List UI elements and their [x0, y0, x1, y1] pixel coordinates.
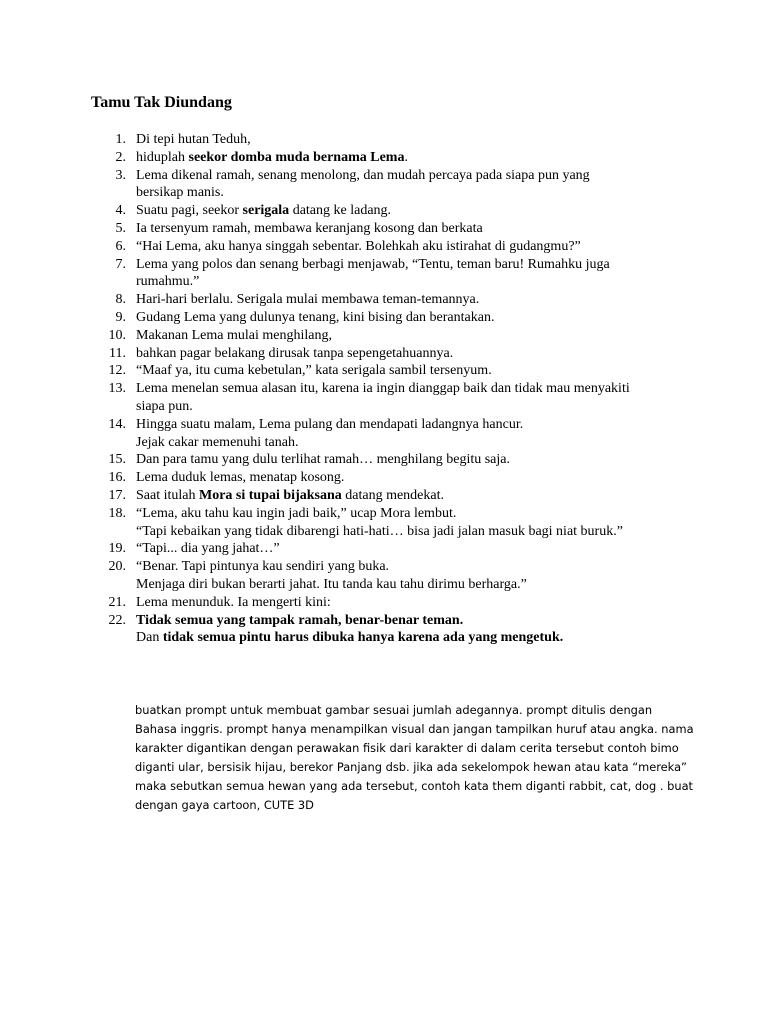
list-item: [91, 167, 691, 203]
text-segment: bahkan pagar belakang dirusak tanpa sepengetahuannya.: [136, 345, 454, 361]
text-segment: Saat itulah: [136, 487, 199, 503]
list-item: [91, 345, 691, 363]
list-item-number: 5.: [115, 220, 126, 236]
text-segment: Ia tersenyum ramah, membawa keranjang kosong dan berkata: [136, 220, 483, 236]
text-segment: “Tapi kebaikan yang tidak dibarengi hati-hati… bisa jadi jalan masuk bagi niat buruk.”: [136, 523, 623, 539]
list-item: [91, 469, 691, 487]
prompt-line: dengan gaya cartoon, CUTE 3D: [135, 797, 314, 812]
list-item-number: 19.: [108, 541, 126, 557]
list-item: [91, 149, 691, 167]
list-item-line: [136, 256, 691, 274]
list-item-number: 21.: [108, 594, 126, 610]
list-item: [91, 558, 691, 594]
prompt-line: Bahasa inggris. prompt hanya menampilkan visual dan jangan tampilkan huruf atau angka. nama: [135, 721, 694, 736]
bold-text: Mora si tupai bijaksana: [199, 487, 342, 503]
text-segment: Hari-hari berlalu. Serigala mulai membawa teman-temannya.: [136, 292, 480, 308]
text-segment: Di tepi hutan Teduh,: [136, 132, 251, 147]
text-segment: Menjaga diri bukan berarti jahat. Itu tanda kau tahu dirimu berharga.”: [136, 576, 527, 592]
list-item-line: [136, 540, 691, 558]
list-item-number: 9.: [115, 309, 126, 325]
bold-text: seekor domba muda bernama Lema: [188, 149, 405, 165]
list-item-line: [136, 398, 691, 416]
list-item-line: [136, 434, 691, 452]
list-item: [91, 202, 691, 220]
list-item-number: 4.: [115, 203, 126, 219]
text-segment: Dan para tamu yang dulu terlihat ramah… menghilang begitu saja.: [136, 452, 510, 468]
list-item-line: [136, 487, 691, 505]
list-item-line: [136, 362, 691, 380]
list-item-number: 6.: [115, 238, 126, 254]
list-item: [91, 540, 691, 558]
text-segment: .: [404, 149, 408, 165]
list-item-line: [136, 184, 691, 202]
list-item-number: 22.: [108, 612, 126, 628]
list-item-line: [136, 327, 691, 345]
bold-text: Tidak semua yang tampak ramah, benar-benar teman.: [136, 612, 464, 628]
text-segment: Lema menelan semua alasan itu, karena ia ingin dianggap baik dan tidak mau menyakiti: [136, 381, 630, 397]
list-item: [91, 612, 691, 648]
list-item-line: [136, 612, 691, 630]
prompt-note: [135, 701, 695, 814]
document-title: Tamu Tak Diundang: [91, 94, 232, 111]
list-item-number: 1.: [115, 132, 126, 147]
list-item: [91, 291, 691, 309]
list-item-number: 18.: [108, 505, 126, 521]
text-segment: Lema dikenal ramah, senang menolong, dan mudah percaya pada siapa pun yang: [136, 167, 590, 183]
list-item-line: [136, 167, 691, 185]
text-segment: bersikap manis.: [136, 185, 224, 201]
list-item-line: [136, 629, 691, 647]
text-segment: Jejak cakar memenuhi tanah.: [136, 434, 299, 450]
list-item: [91, 220, 691, 238]
list-item-number: 2.: [115, 149, 126, 165]
list-item-number: 12.: [108, 363, 126, 379]
text-segment: Suatu pagi, seekor: [136, 203, 243, 219]
list-item-line: [136, 345, 691, 363]
text-segment: Dan: [136, 630, 163, 646]
prompt-line: maka sebutkan semua hewan yang ada tersebut, contoh kata them diganti rabbit, cat, dog . buat: [135, 778, 694, 793]
text-segment: Gudang Lema yang dulunya tenang, kini bising dan berantakan.: [136, 309, 495, 325]
prompt-line: diganti ular, bersisik hijau, berekor Panjang dsb. jika ada sekelompok hewan atau kata “mereka”: [135, 759, 687, 774]
text-segment: “Maaf ya, itu cuma kebetulan,” kata serigala sambil tersenyum.: [136, 363, 492, 379]
text-segment: Makanan Lema mulai menghilang,: [136, 327, 332, 343]
list-item-line: [136, 505, 691, 523]
list-item-line: [136, 558, 691, 576]
text-segment: Hingga suatu malam, Lema pulang dan mendapati ladangnya hancur.: [136, 416, 524, 432]
text-segment: siapa pun.: [136, 398, 193, 414]
text-segment: datang ke ladang.: [289, 203, 392, 219]
list-item: [91, 131, 691, 149]
list-item-line: [136, 469, 691, 487]
list-item-line: [136, 576, 691, 594]
list-item: [91, 327, 691, 345]
list-item-line: [136, 416, 691, 434]
text-segment: rumahmu.”: [136, 274, 200, 290]
text-segment: “Lema, aku tahu kau ingin jadi baik,” ucap Mora lembut.: [136, 505, 457, 521]
list-item-line: [136, 309, 691, 327]
prompt-line: buatkan prompt untuk membuat gambar sesuai jumlah adegannya. prompt ditulis dengan: [135, 703, 653, 717]
text-segment: “Benar. Tapi pintunya kau sendiri yang buka.: [136, 559, 390, 575]
list-item-number: 10.: [108, 327, 126, 343]
list-item-line: [136, 594, 691, 612]
prompt-line: karakter digantikan dengan perawakan fisik dari karakter di dalam cerita tersebut contoh bimo: [135, 740, 679, 755]
text-segment: datang mendekat.: [341, 487, 444, 503]
list-item: [91, 362, 691, 380]
list-item: [91, 505, 691, 541]
text-segment: Lema menunduk. Ia mengerti kini:: [136, 594, 331, 610]
list-item-line: [136, 523, 691, 541]
list-item-number: 20.: [108, 559, 126, 575]
list-item-number: 17.: [108, 487, 126, 503]
list-item-line: [136, 273, 691, 291]
story-list: [91, 131, 691, 647]
list-item: [91, 487, 691, 505]
list-item-line: [136, 291, 691, 309]
text-segment: “Hai Lema, aku hanya singgah sebentar. Bolehkah aku istirahat di gudangmu?”: [136, 238, 581, 254]
list-item-number: 14.: [108, 416, 126, 432]
text-segment: Lema yang polos dan senang berbagi menjawab, “Tentu, teman baru! Rumahku juga: [136, 256, 610, 272]
list-item: [91, 256, 691, 292]
text-segment: Lema duduk lemas, menatap kosong.: [136, 470, 345, 486]
list-item-number: 3.: [115, 167, 126, 183]
list-item-number: 15.: [108, 452, 126, 468]
list-item: [91, 451, 691, 469]
text-segment: “Tapi... dia yang jahat…”: [136, 541, 280, 557]
list-item-number: 7.: [115, 256, 126, 272]
list-item-line: [136, 202, 691, 220]
list-item: [91, 380, 691, 416]
list-item-line: [136, 220, 691, 238]
list-item: [91, 238, 691, 256]
list-item-line: [136, 149, 691, 167]
list-item: [91, 309, 691, 327]
list-item: [91, 594, 691, 612]
list-item-number: 16.: [108, 470, 126, 486]
list-item-number: 13.: [108, 381, 126, 397]
list-item-line: [136, 380, 691, 398]
text-segment: hiduplah: [136, 149, 189, 165]
list-item: [91, 416, 691, 452]
list-item-line: [136, 238, 691, 256]
list-item-line: [136, 131, 691, 149]
bold-text: serigala: [242, 203, 290, 219]
list-item-number: 11.: [109, 345, 126, 361]
list-item-number: 8.: [115, 292, 126, 308]
bold-text: tidak semua pintu harus dibuka hanya karena ada yang mengetuk.: [162, 630, 564, 646]
list-item-line: [136, 451, 691, 469]
